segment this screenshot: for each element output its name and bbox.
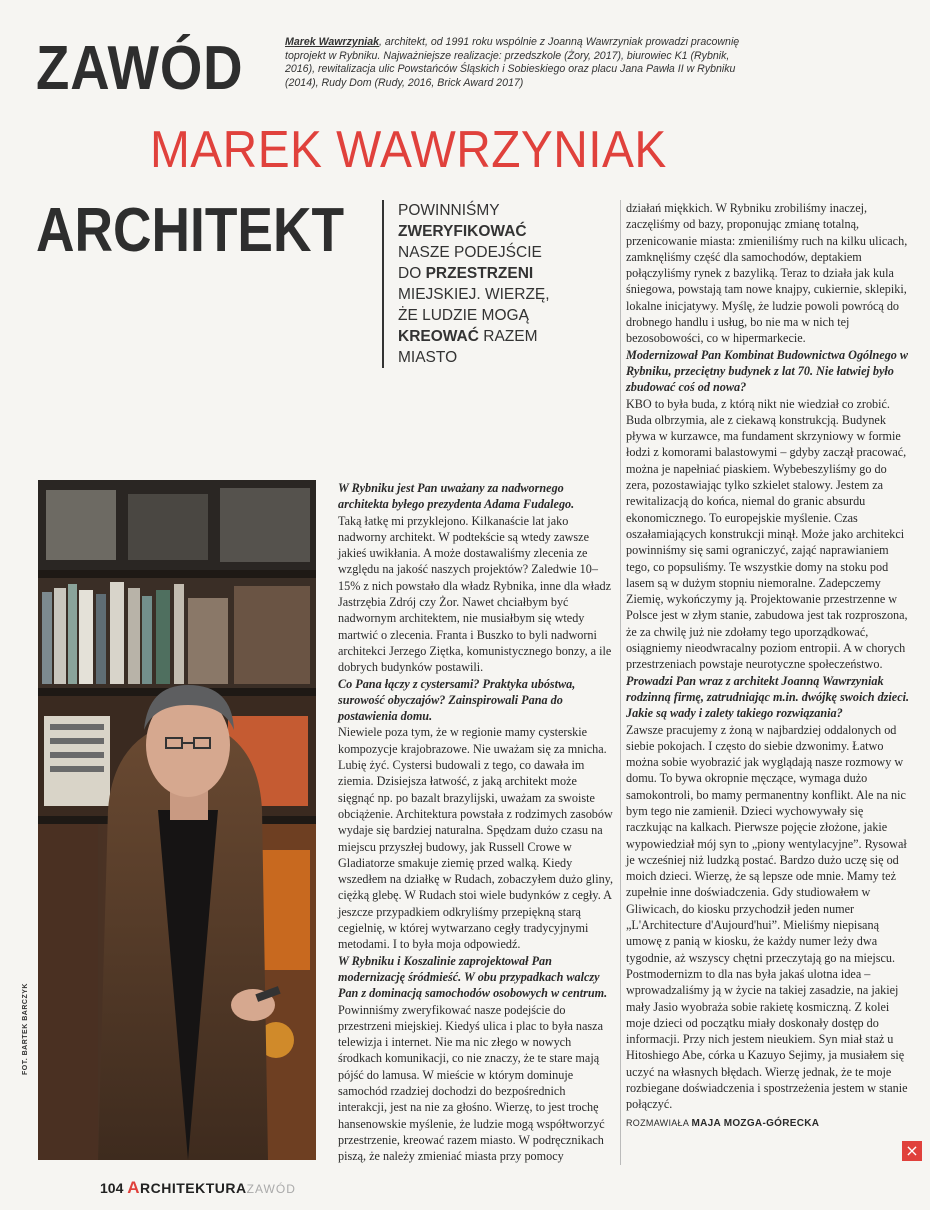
column-divider <box>620 200 621 1165</box>
pull-quote-line: MIEJSKIEJ. WIERZĘ, <box>398 286 550 303</box>
photo-credit: FOT. BARTEK BARCZYK <box>22 983 29 1075</box>
pull-quote-line: MIASTO <box>398 349 458 366</box>
interview-answer: KBO to była buda, z którą nikt nie wiedział co zrobić. Buda olbrzymia, ale z ciekawą konstrukcją. Budynek pływa w kurzawce, ma fundament skrzyniowy w formie łodzi z komorami balastowymi – gdyby zaczął pracować, można je napełniać piaskiem. Wybebeszyliśmy go do zera, pozostawiając tylko szkielet stalowy. Jestem za rewitalizacją do końca, niemal do granic absurdu ekonomicznego. To europejskie myślenie. Czas oszałamiających konstrukcji minął. Może jako architekci powinniśmy się sami ograniczyć, zająć naprawianiem tego, co popsuliśmy. Te wszystkie domy na stoku pod lasem są w dużym stopniu niemoralne. Zadepczemy Ziemię, wykończymy ją. Projektowanie przestrzenne w Polsce jest w złym stanie, zabudowa jest tak rozproszona, że za chwilę już nie zdołamy tego uporządkować, osiągniemy nieodwracalny poziom entropii. A w chorych przestrzeniach powstaje neurotyczne społeczeństwo. <box>626 396 908 672</box>
interviewer-signature <box>626 1115 911 1132</box>
pull-quote-line: ZWERYFIKOWAĆ <box>398 223 527 240</box>
author-bio <box>285 36 740 90</box>
pull-quote-word: PRZESTRZENI <box>425 265 534 282</box>
interview-answer: Taką łatkę mi przyklejono. Kilkanaście lat jako nadworny architekt. W podtekście są wtedy zawsze jakieś uwikłania. A może dostawaliśmy zlecenia ze względu na jakość naszych projektów? Zaledwie 10–15% z nich powstało dla władz Rybnika, inne dla władz Jastrzębia Zdrój czy Żor. Nawet chciałbym być nadwornym architektem, nie musiałbym się wtedy martwić o zlecenia. Franta i Buszko to byli nadworni architekci Jerzego Ziętka, komunistycznego bonzy, a ile dobrych budynków postawili. <box>338 513 612 675</box>
interview-answer: działań miękkich. W Rybniku zrobiliśmy inaczej, zaczęliśmy od bazy, proponując zmianę totalną, przenicowanie miasta: zmieniliśmy ruch na kilku ulicach, zamknęliśmy część dla samochodów, deptakiem połączyliśmy rynek z bazyliką. Teraz to działa jak kula śniegowa, powstają tam nowe knajpy, cukiernie, sklepiki, lokalne inicjatywy. Myślę, że ludzie powoli powrócą do drobnego handlu i usług, bo nie ma w nich tej bezosobowości, co w hipermarkecie. <box>626 201 908 346</box>
right-column <box>626 200 911 1132</box>
kicker-architect: ARCHITEKT <box>36 196 345 265</box>
interview-answer: Niewiele poza tym, że w regionie mamy cysterskie kompozycje krajobrazowe. Nie uważam się za mnicha. Lubię żyć. Cystersi budowali z tego, co dawała im ziemia. Dzisiejsza łatwość, z jaką architekt może sięgnąć np. po bazalt brazylijski, uważam za swoiste obciążenie. Architektura powstała z rodzimych zasobów wydaje się bardziej naturalna. Spędzam dużo czasu na miejscu przyszłej budowy, jak Russell Crowe w Gladiatorze smakuje ziemię przed walką. Kiedy wszedłem na działkę w Rudach, zobaczyłem dużo gliny, ciężką glebę. W Rudach stoi wiele budynków z cegły. A jeszcze przypadkiem odkryliśmy przepiękną starą cegielnię, w której wytwarzano cegły tradycyjnymi metodami. I to była moja odpowiedź. <box>338 725 614 952</box>
interview-question: Modernizował Pan Kombinat Budownictwa Ogólnego w Rybniku, przeciętny budynek z lat 70. Nie łatwiej było zbudować coś od nowa? <box>626 347 909 395</box>
interview-question: W Rybniku i Koszalinie zaprojektował Pan modernizację śródmieść. W obu przypadkach walczy Pan z dominacją samochodów osobowych w centrum. <box>338 953 608 1001</box>
pull-quote <box>382 200 628 368</box>
signature-author: MAJA MOZGA-GÓRECKA <box>691 1117 820 1129</box>
page-number: 104 <box>100 1180 124 1196</box>
interview-question: W Rybniku jest Pan uważany za nadwornego architekta byłego prezydenta Adama Fudalego. <box>338 481 575 512</box>
page-footer <box>100 1178 296 1198</box>
bio-text: , architekt, od 1991 roku wspólnie z Joanną Wawrzyniak prowadzi pracownię toprojekt w Rybniku. Najważniejsze realizacje: przedszkole (Żory, 2017), biurowiec K1 (Rybnik, 2016), rewitalizacja ulic Powstańców Śląskich i Sobieskiego oraz placu Jana Pawła II w Rybniku (2014), Rudy Dom (Rudy, 2016, Brick Award 2017) <box>285 36 740 89</box>
pull-quote-line: ŻE LUDZIE MOGĄ <box>398 307 529 324</box>
interview-question: Prowadzi Pan wraz z architekt Joanną Wawrzyniak rodzinną firmę, zatrudniając m.in. dwójkę swoich dzieci. Jakie są wady i zalety takiego rozwiązania? <box>626 673 910 721</box>
pull-quote-line <box>398 326 628 347</box>
logo-letter: A <box>127 1178 141 1197</box>
close-icon[interactable]: × <box>902 1141 922 1161</box>
interview-question: Co Pana łączy z cystersami? Praktyka ubóstwa, surowość obyczajów? Zainspirowali Pana do postawienia domu. <box>338 676 576 724</box>
bio-name: Marek Wawrzyniak <box>285 36 380 48</box>
section-name: ZAWÓD <box>246 1182 296 1196</box>
signature-label: ROZMAWIAŁA <box>626 1117 692 1128</box>
kicker-profession: ZAWÓD <box>36 34 244 103</box>
pull-quote-word: DO <box>398 265 426 282</box>
magazine-logo <box>127 1180 246 1196</box>
left-column <box>338 480 616 1164</box>
portrait-photo <box>38 480 316 1160</box>
pull-quote-word: RAZEM <box>478 328 538 345</box>
interviewee-name: MAREK WAWRZYNIAK <box>150 121 667 179</box>
pull-quote-line: POWINNIŚMY <box>398 202 500 219</box>
interview-answer: Powinniśmy zweryfikować nasze podejście do przestrzeni miejskiej. Kiedyś ulica i plac to była nasza telewizja i internet. Nie ma nic złego w nowych środkach komunikacji, co nie znaczy, że te stare mają pójść do lamusa. W mieście w którym dominuje samochód rzadziej dochodzi do bezpośrednich interakcji, jest na nie za głośno. Wierzę, to jest trochę hansenowskie myślenie, że ludzie mogą współtworzyć przestrzenie, kreować razem miasto. W podręcznikach piszą, że należy zmieniać miasta przy pomocy <box>338 1002 605 1164</box>
portrait-illustration <box>38 480 316 1160</box>
logo-word: RCHITEKTURA <box>140 1180 247 1196</box>
pull-quote-word: KREOWAĆ <box>398 328 479 345</box>
pull-quote-line <box>398 263 628 284</box>
pull-quote-line: NASZE PODEJŚCIE <box>398 244 542 261</box>
interview-answer: Zawsze pracujemy z żoną w najbardziej oddalonych od siebie pokojach. I często do siebie dzwonimy. Łatwo można sobie wyobrazić jak wyglądają nasze rozmowy w domu. To bywa okropnie męczące, wymaga dużo samokontroli, bo mamy permanentny konflikt. Ale na nic bym tego nie zamienił. Dzieci wychowywały się raczkując na kalkach. Pierwsze pojęcie złożone, jakie wypowiedział mój syn to „piony wentylacyjne”. Rysował je wcześniej niż ludzką postać. Bardzo dużo uczę się od moich dzieci. Wierzę, że są lepsze ode mnie. Mamy też zupełnie inne doświadczenia. Gdy studiowałem w Gliwicach, do kiosku przychodził jeden numer „L'Architecture d'Aujourd'hui”. Mieliśmy niepisaną umowę z panią w kiosku, że każdy numer leży dwa tygodnie, aż wszyscy chętni przeczytają go na miejscu. Postmodernizm to dla nas była jakaś ulotna idea – wprowadzaliśmy ją w życie na takiej zasadzie, na jakiej mały Jasio wyobraża sobie rakietę kosmiczną. Z kolei moje dzieci od początku miały doskonały dostęp do informacji. Przy nich jestem nieukiem. Syn miał staż u Hitoshiego Abe, córka u Kazuyo Sejimy, ja musiałem się uczyć na własnych błędach. Wierzę jednak, że te moje rozbiegane doświadczenia i spostrzeżenia jestem w stanie połączyć. <box>626 722 908 1112</box>
